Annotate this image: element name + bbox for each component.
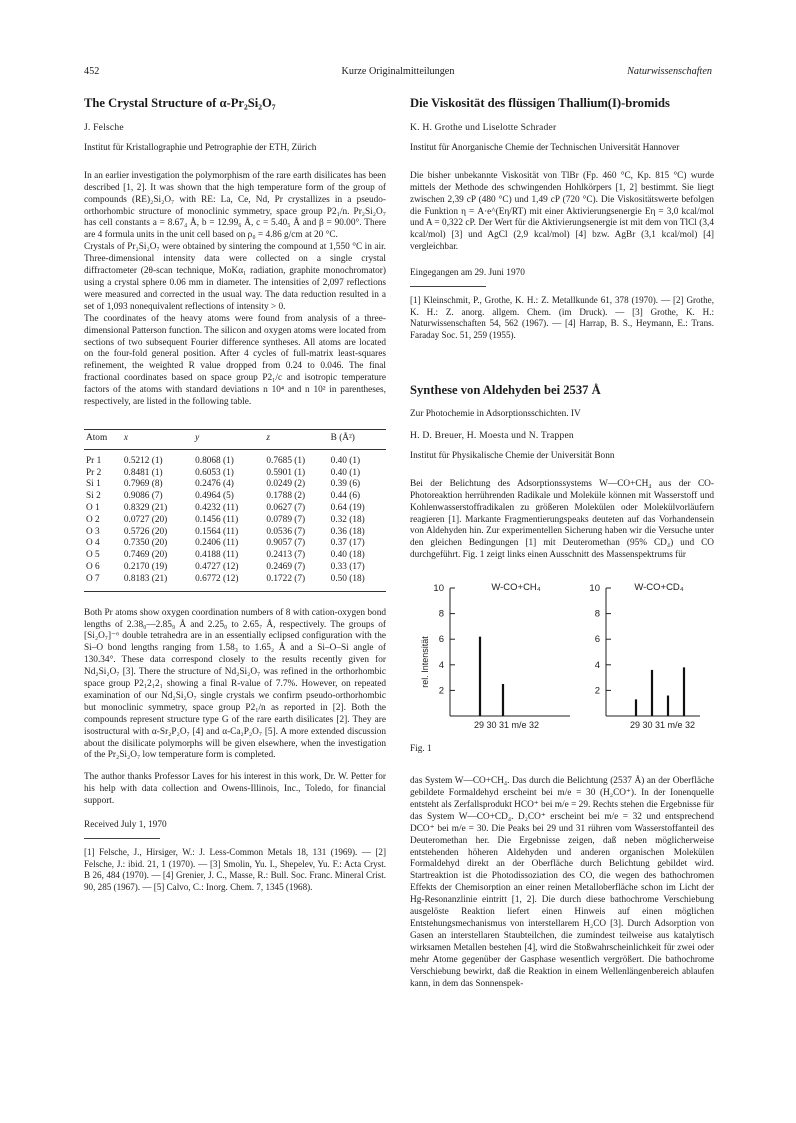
table-cell: 0.7685 (1) — [266, 455, 306, 466]
table-cell: 0.5212 (1) — [123, 455, 163, 466]
article2-authors: K. H. Grothe und Liselotte Schrader — [410, 122, 557, 133]
table-cell: 0.1564 (11) — [195, 526, 239, 537]
table-header-row — [84, 429, 386, 449]
table-cell: 0.9057 (7) — [266, 538, 306, 549]
y-tick-label: 10 — [589, 583, 600, 595]
table-cell: O 5 — [86, 550, 100, 561]
table-cell: 0.8183 (21) — [122, 574, 193, 591]
col-header-b: B (Å²) — [329, 429, 386, 449]
table-row — [84, 503, 386, 515]
table-cell: 0.0727 (20) — [123, 514, 168, 525]
table-cell: 0.37 (17) — [330, 538, 365, 549]
divider — [410, 286, 486, 287]
table-cell: 0.9086 (7) — [123, 491, 163, 502]
atom-coordinates-table — [84, 429, 386, 592]
article1-acknowledgement: The author thanks Professor Laves for his interest in this work, Dr. W. Petter for his help with data collection and Owens-Illinois, Inc., Toledo, for financial support. — [84, 772, 386, 807]
table-cell: 0.33 (17) — [330, 562, 365, 573]
table-cell: 0.6772 (12) — [193, 574, 264, 591]
y-tick-label: 8 — [438, 608, 444, 620]
chart-title: W-CO+CD₄ — [634, 582, 684, 594]
table-row — [84, 574, 386, 591]
article3-affiliation: Institut für Physikalische Chemie der Universität Bonn — [410, 450, 615, 461]
figure-label: Fig. 1 — [410, 744, 432, 755]
table-cell: Si 1 — [86, 479, 101, 490]
table-body — [84, 449, 386, 591]
table-cell: 0.5901 (1) — [266, 467, 306, 478]
table-cell: 0.0789 (7) — [266, 514, 306, 525]
chart-title: W-CO+CH₄ — [491, 582, 541, 594]
y-tick-label: 6 — [438, 634, 444, 646]
article3-para1: Bei der Belichtung des Adsorptionssystems W—CO+CH₄ aus der CO-Photoreaktion herrührenden Radikale und Moleküle können mit Wasserstoff und Kohlenwasserstoffradikalen zu größeren Molekülen oder Molekülvorläufern reagieren [1]. Markante Fragmentierungspeaks deuteten auf das Vorhandensein von Aldehyden hin. Zur experimentellen Sicherung haben wir die Versuche unter den gleichen Bedingungen [1] mit Deuteromethan (95% CD₄) und CO durchgeführt. Fig. 1 zeigt links einen Ausschnitt des Massenspektrums für — [410, 478, 714, 561]
article2-received: Eingegangen am 29. Juni 1970 — [410, 268, 525, 279]
table-cell: 0.4727 (12) — [195, 562, 239, 573]
table-cell: 0.1456 (11) — [195, 514, 239, 525]
table-cell: 0.1722 (7) — [264, 574, 328, 591]
article3-title: Synthese von Aldehyden bei 2537 Å — [410, 383, 601, 398]
table-cell: Pr 2 — [86, 467, 102, 478]
article1-para3: The coordinates of the heavy atoms were found from analysis of a three-dimensional Patterson function. The silicon and oxygen atoms were located from sections of two subsequent Fourier difference syntheses. All atoms are located on the four-fold general position. After 4 cycles of full-matrix least-squares refinement, the weighted R value dropped from 0.24 to 0.046. The final fractional coordinates based on space group P2₁/c and isotropic temperature factors of the atoms with standard deviations n 10⁴ and n 10² in parentheses, respectively, are listed in the following table. — [84, 313, 386, 408]
mass-spectrum-chart — [410, 576, 714, 741]
table-row — [84, 515, 386, 527]
col-header-atom: Atom — [84, 429, 122, 449]
article2-title: Die Viskosität des flüssigen Thallium(I)-bromids — [410, 96, 670, 110]
table-cell: 0.64 (19) — [330, 503, 365, 514]
mass-spectrum-figure — [410, 576, 714, 776]
table-cell: 0.4964 (5) — [195, 491, 234, 502]
y-tick-label: 6 — [594, 634, 600, 646]
table-cell: 0.5726 (20) — [123, 526, 168, 537]
article1-affiliation: Institut für Kristallographie und Petrographie der ETH, Zürich — [84, 142, 317, 153]
table-cell: O 3 — [86, 526, 100, 537]
left-column — [84, 96, 386, 893]
table-cell: O 7 — [84, 574, 122, 591]
table-cell: 0.2170 (19) — [123, 562, 168, 573]
table-cell: 0.0627 (7) — [266, 503, 306, 514]
article1-references: [1] Felsche, J., Hirsiger, W.: J. Less-Common Metals 18, 131 (1969). — [2] Felsche, J.: ibid. 21, 1 (1970). — [3] Smolin, Yu. I., Shepelev, Yu. F.: Acta Cryst. B 26, 484 (1970). — [4] Grenier, J. C., Masse, R.: Bull. Soc. Franc. Mineral Crist. 90, 285 (1967). — [5] Calvo, C.: Inorg. Chem. 7, 1345 (1968). — [84, 847, 386, 892]
table-cell: 0.32 (18) — [330, 514, 365, 525]
table-row — [84, 468, 386, 480]
right-column — [410, 96, 714, 990]
journal-name: Naturwissenschaften — [627, 66, 712, 77]
y-axis-label: rel. Intensität — [420, 636, 430, 688]
table-cell: 0.8481 (1) — [123, 467, 163, 478]
y-tick-label: 4 — [438, 659, 444, 671]
table-cell: Pr 1 — [86, 455, 102, 466]
article1-received: Received July 1, 1970 — [84, 820, 167, 831]
col-header-x: x — [122, 429, 193, 449]
table-cell: 0.7969 (8) — [123, 479, 163, 490]
table-row — [84, 538, 386, 550]
table-row — [84, 491, 386, 503]
table-cell: 0.4232 (11) — [195, 503, 239, 514]
page-number: 452 — [84, 66, 100, 77]
article1-title: The Crystal Structure of α-Pr₂Si₂O₇ — [84, 96, 276, 110]
article3-para2: das System W—CO+CH₄. Das durch die Belichtung (2537 Å) an der Oberfläche gebildete Formaldehyd erscheint bei m/e = 30 (H₂CO⁺). In der Ionenquelle entsteht als Zerfallsprodukt HCO⁺ bei m/e = 29. Rechts stehen die Ergebnisse für das System W—CO+CD₄. D₂CO⁺ erscheint bei m/e = 32 und entsprechend DCO⁺ bei m/e = 30. Die Peaks bei 29 und 31 rühren vom Wasserstoffanteil des Deuteromethan her. Die Ergebnisse zeigen, daß neben möglicherweise entstehenden höheren Aldehyden und anderen organischen Molekülen Formaldehyd direkt an der Oberfläche durch Belichtung gebildet wird. Startreaktion ist die Photodissoziation des CO, die wegen des bathochromen Effekts der Chemisorption an einer reinen Metalloberfläche schon im Licht der Hg-Resonanzlinie eintritt [1, 2]. Die durch diese bathochrome Verschiebung ausgelöste Reaktion liefert einen Hinweis auf einen möglichen Entstehungsmechanismus von interstellarem H₂CO [3]. Durch Adsorption von Gasen an interstellaren Staubteilchen, die zumindest teilweise aus katalytisch wirksamen Metallen bestehen [4], wird die Stoßwahrscheinlichkeit für zwei oder mehr Atome gegenüber der Gasphase wesentlich vergrößert. Die bathochrome Verschiebung bewirkt, daß die Reaktion in einem Wellenlängenbereich ablaufen kann, in dem das Sonnenspek- — [410, 776, 714, 989]
table-cell: 0.2406 (11) — [195, 538, 239, 549]
table-cell: 0.40 (1) — [330, 455, 361, 466]
article1-para1: In an earlier investigation the polymorphism of the rare earth disilicates has been described [1, 2]. It was shown that the high temperature form of the group of compounds (RE)₂Si₂O₇ with RE: La, Ce, Nd, Pr crystallizes in a pseudo-orthorhombic structure of monoclinic symmetry, space group P2₁/n. Pr₂Si₂O₇ has cell constants a = 8.67₄ Å, b = 12.99₆ Å, c = 5.40₅ Å and β = 90.00°. There are 4 formula units in the unit cell based on ρ₀ = 4.86 g/cm at 20 °C. — [84, 170, 386, 241]
x-tick-labels: 29 30 31 m/e 32 — [630, 720, 696, 731]
article2-para1: Die bisher unbekannte Viskosität von TlBr (Fp. 460 °C, Kp. 815 °C) wurde mittels der Methode des schwingenden Hohlkörpers [1, 2] bestimmt. Sie liegt zwischen 2,39 cP (480 °C) und 1,49 cP (720 °C). Die Viskositätswerte befolgen die Funktion η = A·e^(Eη/RT) mit einer Aktivierungsenergie Eη = 3,0 kcal/mol und A = 0,322 cP. Der Wert für die Aktivierungsenergie ist mit dem von TlCl (3,4 kcal/mol) [3] und AgCl (2,9 kcal/mol) [4] bzw. AgBr (3,1 kcal/mol) [4] vergleichbar. — [410, 170, 714, 253]
table-cell: 0.2413 (7) — [266, 550, 306, 561]
table-cell: 0.2476 (4) — [195, 479, 234, 490]
table-cell: 0.4188 (11) — [195, 550, 239, 561]
table-cell: 0.7469 (20) — [123, 550, 168, 561]
divider — [84, 838, 160, 839]
table-cell: 0.40 (1) — [330, 467, 361, 478]
table-cell: 0.40 (18) — [330, 550, 365, 561]
table-cell: O 4 — [86, 538, 100, 549]
table-row — [84, 479, 386, 491]
table-row — [84, 449, 386, 467]
col-header-z: z — [264, 429, 328, 449]
y-tick-label: 2 — [594, 685, 600, 697]
article2-affiliation: Institut für Anorganische Chemie der Technischen Universität Hannover — [410, 142, 680, 153]
table-cell: 0.44 (6) — [330, 491, 361, 502]
table-cell: 0.8329 (21) — [123, 503, 168, 514]
table-cell: 0.50 (18) — [329, 574, 386, 591]
article3-authors: H. D. Breuer, H. Moesta und N. Trappen — [410, 429, 574, 441]
table-row — [84, 562, 386, 574]
table-row — [84, 527, 386, 539]
table-cell: Si 2 — [86, 491, 101, 502]
table-cell: 0.1788 (2) — [266, 491, 306, 502]
article1-para4: Both Pr atoms show oxygen coordination numbers of 8 with cation-oxygen bond lengths of 2.38₀—2.85₉ Å and 2.25₀ to 2.65₇ Å, respectively. The groups of [Si₂O₇]⁻⁶ double tetrahedra are in an essentially eclipsed configuration with the Si–O bond lengths ranging from 1.58₃ to 1.65₂ Å and a Si–O–Si angle of 130.34°. These data correspond closely to the results recently given for Nd₂Si₂O₇ [3]. There the structure of Nd₂Si₂O₇ was refined in the orthorhombic space group P2₁2₁2₁ showing a final R-value of 7.7%. However, on repeated examination of our Nd₂Si₂O₇ single crystals we confirm pseudo-orthorhombic but monoclinic symmetry, space group P2₁/n as reported in [2]. Both the compounds represent structure type G of the rare earth disilicates [2]. They are isostructural with α-Sr₂P₂O₇ [4] and α-Ca₂P₂O₇ [5]. A more extended discussion about the disilicate polymorphs will be given elsewhere, when the investigation of the Pr₂Si₂O₇ low temperature form is completed. — [84, 607, 386, 761]
table-row — [84, 550, 386, 562]
table-cell: O 2 — [86, 514, 100, 525]
table-cell: 0.6053 (1) — [195, 467, 234, 478]
article1-para2: Crystals of Pr₂Si₂O₇ were obtained by sintering the compound at 1,550 °C in air. Three-dimensional intensity data were collected on a single crystal diffractometer (2θ-scan technique, MoKα₁ radiation, graphite monochromator) using a crystal sphere 0.06 mm in diameter. The intensities of 2,097 reflections were measured and corrected in the usual way. The data reduction resulted in a set of 1,093 nonequivalent reflections of intensity > 0. — [84, 242, 386, 312]
article2-references: [1] Kleinschmit, P., Grothe, K. H.: Z. Metallkunde 61, 378 (1970). — [2] Grothe, K. H.: Z. anorg. allgem. Chem. (im Druck). — [3] Grothe, K. H.: Naturwissenschaften 54, 562 (1967). — [4] Harrap, B. S., Heymann, E.: Trans. Faraday Soc. 51, 259 (1955). — [410, 295, 714, 340]
y-tick-label: 10 — [433, 583, 444, 595]
y-tick-label: 8 — [594, 608, 600, 620]
table-cell: 0.39 (6) — [330, 479, 361, 490]
table-cell: 0.8068 (1) — [195, 455, 234, 466]
table-cell: 0.0249 (2) — [266, 479, 306, 490]
y-tick-label: 2 — [438, 685, 444, 697]
page-header — [84, 66, 712, 82]
y-tick-label: 4 — [594, 659, 600, 671]
x-tick-labels: 29 30 31 m/e 32 — [474, 720, 540, 731]
table-cell: 0.2469 (7) — [266, 562, 306, 573]
table-cell: O 1 — [86, 503, 100, 514]
table-cell: 0.7350 (20) — [123, 538, 168, 549]
table-cell: 0.36 (18) — [330, 526, 365, 537]
article1-author: J. Felsche — [84, 122, 124, 133]
article3-subtitle: Zur Photochemie in Adsorptionsschichten. IV — [410, 409, 581, 420]
col-header-y: y — [193, 429, 264, 449]
table-cell: 0.0536 (7) — [266, 526, 306, 537]
table-cell: O 6 — [86, 562, 100, 573]
section-title: Kurze Originalmitteilungen — [341, 66, 455, 77]
